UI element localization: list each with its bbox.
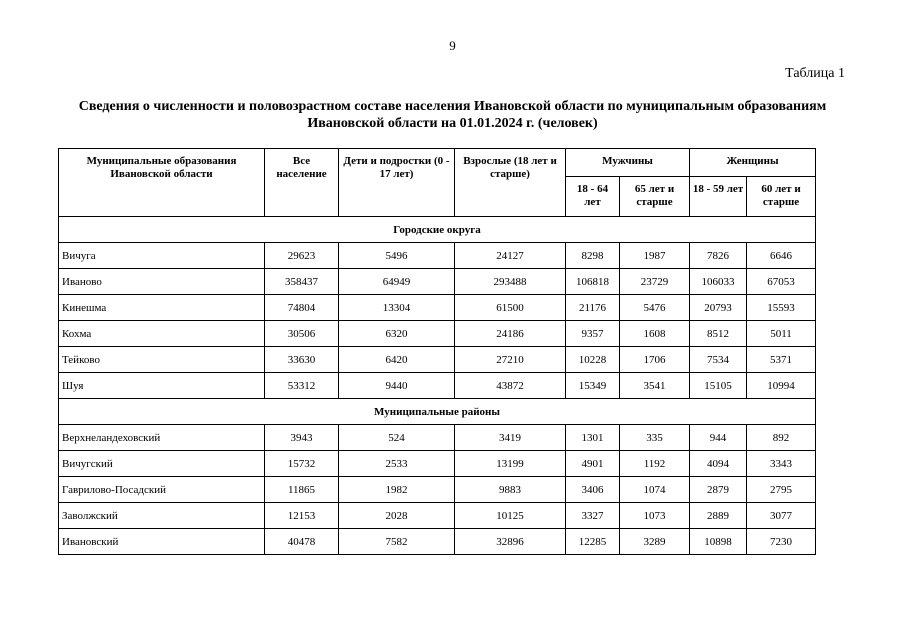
women-18-59-count: 7534 bbox=[690, 347, 747, 373]
men-18-64-count: 1301 bbox=[566, 425, 620, 451]
table-row bbox=[59, 425, 816, 451]
municipality-name: Гаврилово-Посадский bbox=[59, 477, 265, 503]
total-population: 358437 bbox=[265, 269, 339, 295]
section-header-row bbox=[59, 399, 816, 425]
population-table bbox=[58, 148, 816, 555]
header-men: Мужчины bbox=[566, 149, 690, 177]
women-18-59-count: 944 bbox=[690, 425, 747, 451]
adults-count: 10125 bbox=[455, 503, 566, 529]
men-65-plus-count: 23729 bbox=[620, 269, 690, 295]
women-60-plus-count: 5371 bbox=[747, 347, 816, 373]
header-women: Женщины bbox=[690, 149, 816, 177]
women-60-plus-count: 10994 bbox=[747, 373, 816, 399]
table-row bbox=[59, 477, 816, 503]
men-18-64-count: 15349 bbox=[566, 373, 620, 399]
municipality-name: Иваново bbox=[59, 269, 265, 295]
men-18-64-count: 9357 bbox=[566, 321, 620, 347]
header-total: Все население bbox=[265, 149, 339, 217]
men-18-64-count: 106818 bbox=[566, 269, 620, 295]
men-65-plus-count: 1192 bbox=[620, 451, 690, 477]
table-row bbox=[59, 243, 816, 269]
table-row bbox=[59, 373, 816, 399]
men-18-64-count: 12285 bbox=[566, 529, 620, 555]
adults-count: 24186 bbox=[455, 321, 566, 347]
section-title: Городские округа bbox=[59, 217, 816, 243]
adults-count: 61500 bbox=[455, 295, 566, 321]
total-population: 33630 bbox=[265, 347, 339, 373]
men-18-64-count: 10228 bbox=[566, 347, 620, 373]
document-title: Сведения о численности и половозрастном составе населения Ивановской области по муниципальным образованиям Ивановской области на 01.01.2024 г. (человек) bbox=[78, 99, 827, 131]
table-row bbox=[59, 295, 816, 321]
women-18-59-count: 7826 bbox=[690, 243, 747, 269]
children-count: 524 bbox=[339, 425, 455, 451]
adults-count: 27210 bbox=[455, 347, 566, 373]
men-65-plus-count: 3541 bbox=[620, 373, 690, 399]
women-60-plus-count: 7230 bbox=[747, 529, 816, 555]
children-count: 5496 bbox=[339, 243, 455, 269]
total-population: 3943 bbox=[265, 425, 339, 451]
table-row bbox=[59, 503, 816, 529]
adults-count: 9883 bbox=[455, 477, 566, 503]
adults-count: 32896 bbox=[455, 529, 566, 555]
women-18-59-count: 4094 bbox=[690, 451, 747, 477]
children-count: 64949 bbox=[339, 269, 455, 295]
table-body bbox=[59, 217, 816, 555]
women-18-59-count: 106033 bbox=[690, 269, 747, 295]
municipality-name: Шуя bbox=[59, 373, 265, 399]
header-municipality: Муниципальные образования Ивановской области bbox=[59, 149, 265, 217]
table-row bbox=[59, 321, 816, 347]
men-65-plus-count: 1074 bbox=[620, 477, 690, 503]
total-population: 29623 bbox=[265, 243, 339, 269]
header-adults: Взрослые (18 лет и старше) bbox=[455, 149, 566, 217]
women-60-plus-count: 67053 bbox=[747, 269, 816, 295]
municipality-name: Вичуга bbox=[59, 243, 265, 269]
men-65-plus-count: 5476 bbox=[620, 295, 690, 321]
table-row bbox=[59, 529, 816, 555]
men-18-64-count: 3406 bbox=[566, 477, 620, 503]
table-row bbox=[59, 451, 816, 477]
adults-count: 24127 bbox=[455, 243, 566, 269]
women-18-59-count: 20793 bbox=[690, 295, 747, 321]
children-count: 6320 bbox=[339, 321, 455, 347]
children-count: 1982 bbox=[339, 477, 455, 503]
section-title: Муниципальные районы bbox=[59, 399, 816, 425]
men-65-plus-count: 1706 bbox=[620, 347, 690, 373]
municipality-name: Кинешма bbox=[59, 295, 265, 321]
children-count: 9440 bbox=[339, 373, 455, 399]
women-60-plus-count: 3077 bbox=[747, 503, 816, 529]
women-60-plus-count: 3343 bbox=[747, 451, 816, 477]
header-women-60-plus: 60 лет и старше bbox=[747, 177, 816, 217]
women-18-59-count: 15105 bbox=[690, 373, 747, 399]
municipality-name: Ивановский bbox=[59, 529, 265, 555]
men-65-plus-count: 1608 bbox=[620, 321, 690, 347]
adults-count: 43872 bbox=[455, 373, 566, 399]
municipality-name: Верхнеландеховский bbox=[59, 425, 265, 451]
men-65-plus-count: 1987 bbox=[620, 243, 690, 269]
men-18-64-count: 3327 bbox=[566, 503, 620, 529]
children-count: 2533 bbox=[339, 451, 455, 477]
children-count: 13304 bbox=[339, 295, 455, 321]
women-60-plus-count: 892 bbox=[747, 425, 816, 451]
municipality-name: Вичугский bbox=[59, 451, 265, 477]
section-header-row bbox=[59, 217, 816, 243]
women-18-59-count: 2879 bbox=[690, 477, 747, 503]
header-children: Дети и подростки (0 - 17 лет) bbox=[339, 149, 455, 217]
women-60-plus-count: 15593 bbox=[747, 295, 816, 321]
municipality-name: Заволжский bbox=[59, 503, 265, 529]
men-65-plus-count: 1073 bbox=[620, 503, 690, 529]
women-60-plus-count: 5011 bbox=[747, 321, 816, 347]
men-18-64-count: 4901 bbox=[566, 451, 620, 477]
total-population: 11865 bbox=[265, 477, 339, 503]
header-women-18-59: 18 - 59 лет bbox=[690, 177, 747, 217]
municipality-name: Кохма bbox=[59, 321, 265, 347]
header-men-65-plus: 65 лет и старше bbox=[620, 177, 690, 217]
children-count: 6420 bbox=[339, 347, 455, 373]
women-18-59-count: 8512 bbox=[690, 321, 747, 347]
men-65-plus-count: 3289 bbox=[620, 529, 690, 555]
total-population: 74804 bbox=[265, 295, 339, 321]
municipality-name: Тейково bbox=[59, 347, 265, 373]
table-row bbox=[59, 347, 816, 373]
men-18-64-count: 8298 bbox=[566, 243, 620, 269]
table-label: Таблица 1 bbox=[785, 66, 845, 81]
header-men-18-64: 18 - 64 лет bbox=[566, 177, 620, 217]
total-population: 40478 bbox=[265, 529, 339, 555]
page-number: 9 bbox=[449, 38, 456, 53]
adults-count: 3419 bbox=[455, 425, 566, 451]
children-count: 2028 bbox=[339, 503, 455, 529]
women-18-59-count: 2889 bbox=[690, 503, 747, 529]
total-population: 53312 bbox=[265, 373, 339, 399]
children-count: 7582 bbox=[339, 529, 455, 555]
men-18-64-count: 21176 bbox=[566, 295, 620, 321]
men-65-plus-count: 335 bbox=[620, 425, 690, 451]
total-population: 15732 bbox=[265, 451, 339, 477]
women-18-59-count: 10898 bbox=[690, 529, 747, 555]
women-60-plus-count: 6646 bbox=[747, 243, 816, 269]
adults-count: 293488 bbox=[455, 269, 566, 295]
table-row bbox=[59, 269, 816, 295]
adults-count: 13199 bbox=[455, 451, 566, 477]
total-population: 30506 bbox=[265, 321, 339, 347]
women-60-plus-count: 2795 bbox=[747, 477, 816, 503]
total-population: 12153 bbox=[265, 503, 339, 529]
